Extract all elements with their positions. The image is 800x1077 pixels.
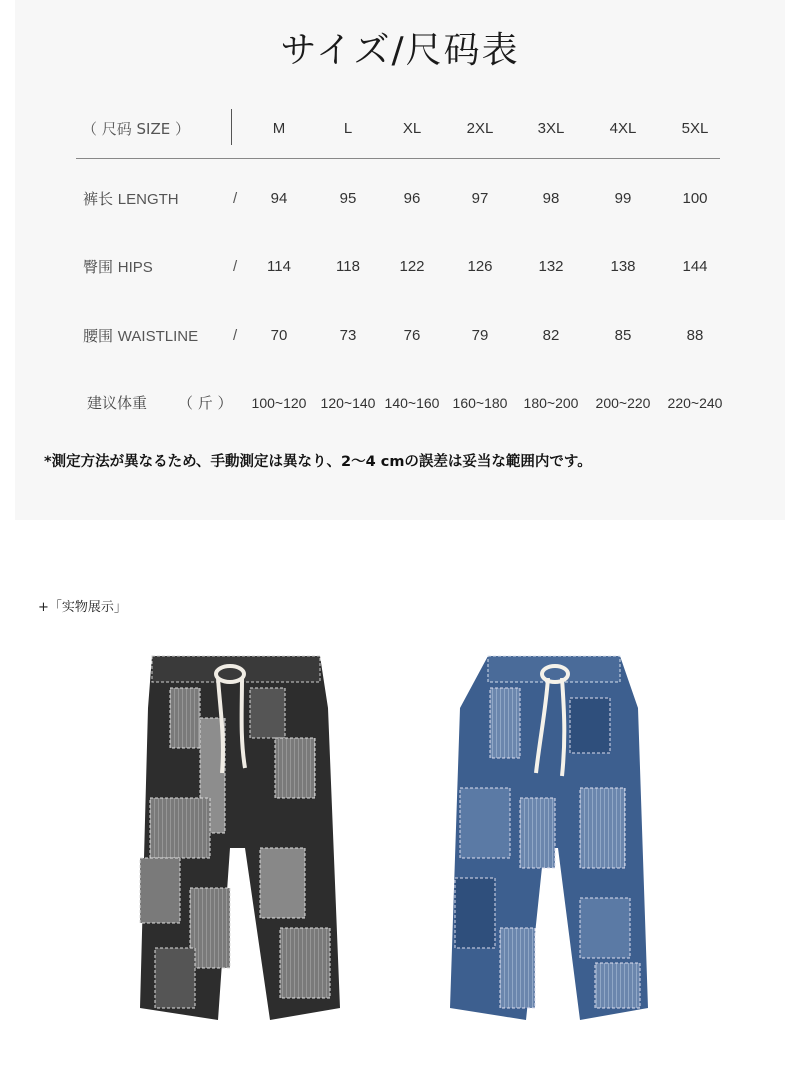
row-label-cn: 腰围 <box>83 327 114 345</box>
table-cell: 100 <box>682 190 708 207</box>
table-row <box>0 184 800 214</box>
table-cell: 85 <box>614 327 632 344</box>
table-row <box>0 252 800 282</box>
table-cell: 138 <box>610 258 636 275</box>
table-cell: 122 <box>399 258 425 275</box>
header-rule <box>76 158 720 159</box>
table-cell: 100~120 <box>251 395 307 411</box>
table-cell: 96 <box>403 190 421 207</box>
row-label-en: LENGTH <box>117 191 179 208</box>
table-cell: 94 <box>270 190 288 207</box>
table-cell: 200~220 <box>595 395 651 411</box>
measurement-note: *測定方法が異なるため、手動測定は異なり、2～4 cmの誤差は妥当な範囲内です。 <box>44 454 592 470</box>
row-label-length <box>83 184 179 214</box>
weight-unit: （ 斤 ） <box>178 394 233 412</box>
section-label: +「实物展示」 <box>38 600 127 615</box>
table-cell: 132 <box>538 258 564 275</box>
table-cell: 180~200 <box>523 395 579 411</box>
page-title: サイズ/尺码表 <box>280 30 520 71</box>
table-row <box>0 388 800 418</box>
table-cell: 160~180 <box>452 395 508 411</box>
size-col-l: L <box>343 120 353 137</box>
table-cell: 73 <box>339 327 357 344</box>
size-header-label: （ 尺码 SIZE ） <box>82 120 191 138</box>
table-cell: 220~240 <box>667 395 723 411</box>
table-cell: 76 <box>403 327 421 344</box>
row-separator: / <box>233 190 238 207</box>
table-cell: 140~160 <box>384 395 440 411</box>
row-label-waistline <box>83 321 198 351</box>
row-label-en: WAISTLINE <box>117 328 199 345</box>
table-cell: 99 <box>614 190 632 207</box>
row-separator: / <box>233 327 238 344</box>
table-row <box>0 321 800 351</box>
size-col-3xl: 3XL <box>537 120 565 137</box>
table-cell: 88 <box>686 327 704 344</box>
table-cell: 97 <box>471 190 489 207</box>
size-col-4xl: 4XL <box>609 120 637 137</box>
table-cell: 118 <box>336 258 360 275</box>
table-cell: 114 <box>267 258 291 275</box>
row-label-hips <box>83 252 153 282</box>
size-col-m: M <box>272 120 286 137</box>
table-cell: 98 <box>542 190 560 207</box>
size-header-row <box>0 114 800 144</box>
size-col-2xl: 2XL <box>466 120 494 137</box>
table-cell: 144 <box>682 258 708 275</box>
table-cell: 95 <box>339 190 357 207</box>
header-divider <box>231 109 232 145</box>
row-separator: / <box>233 258 238 275</box>
table-cell: 120~140 <box>320 395 376 411</box>
row-label-cn: 臀围 <box>83 258 114 276</box>
row-label-cn: 裤长 <box>83 190 114 208</box>
row-label-en: HIPS <box>117 259 153 276</box>
row-label-weight: 建议体重 <box>87 394 148 412</box>
product-image-black-pants <box>130 648 350 1028</box>
table-cell: 126 <box>467 258 493 275</box>
table-cell: 70 <box>270 327 288 344</box>
size-col-5xl: 5XL <box>681 120 709 137</box>
product-image-blue-pants <box>440 648 660 1028</box>
size-col-xl: XL <box>402 120 422 137</box>
table-cell: 79 <box>471 327 489 344</box>
table-cell: 82 <box>542 327 560 344</box>
